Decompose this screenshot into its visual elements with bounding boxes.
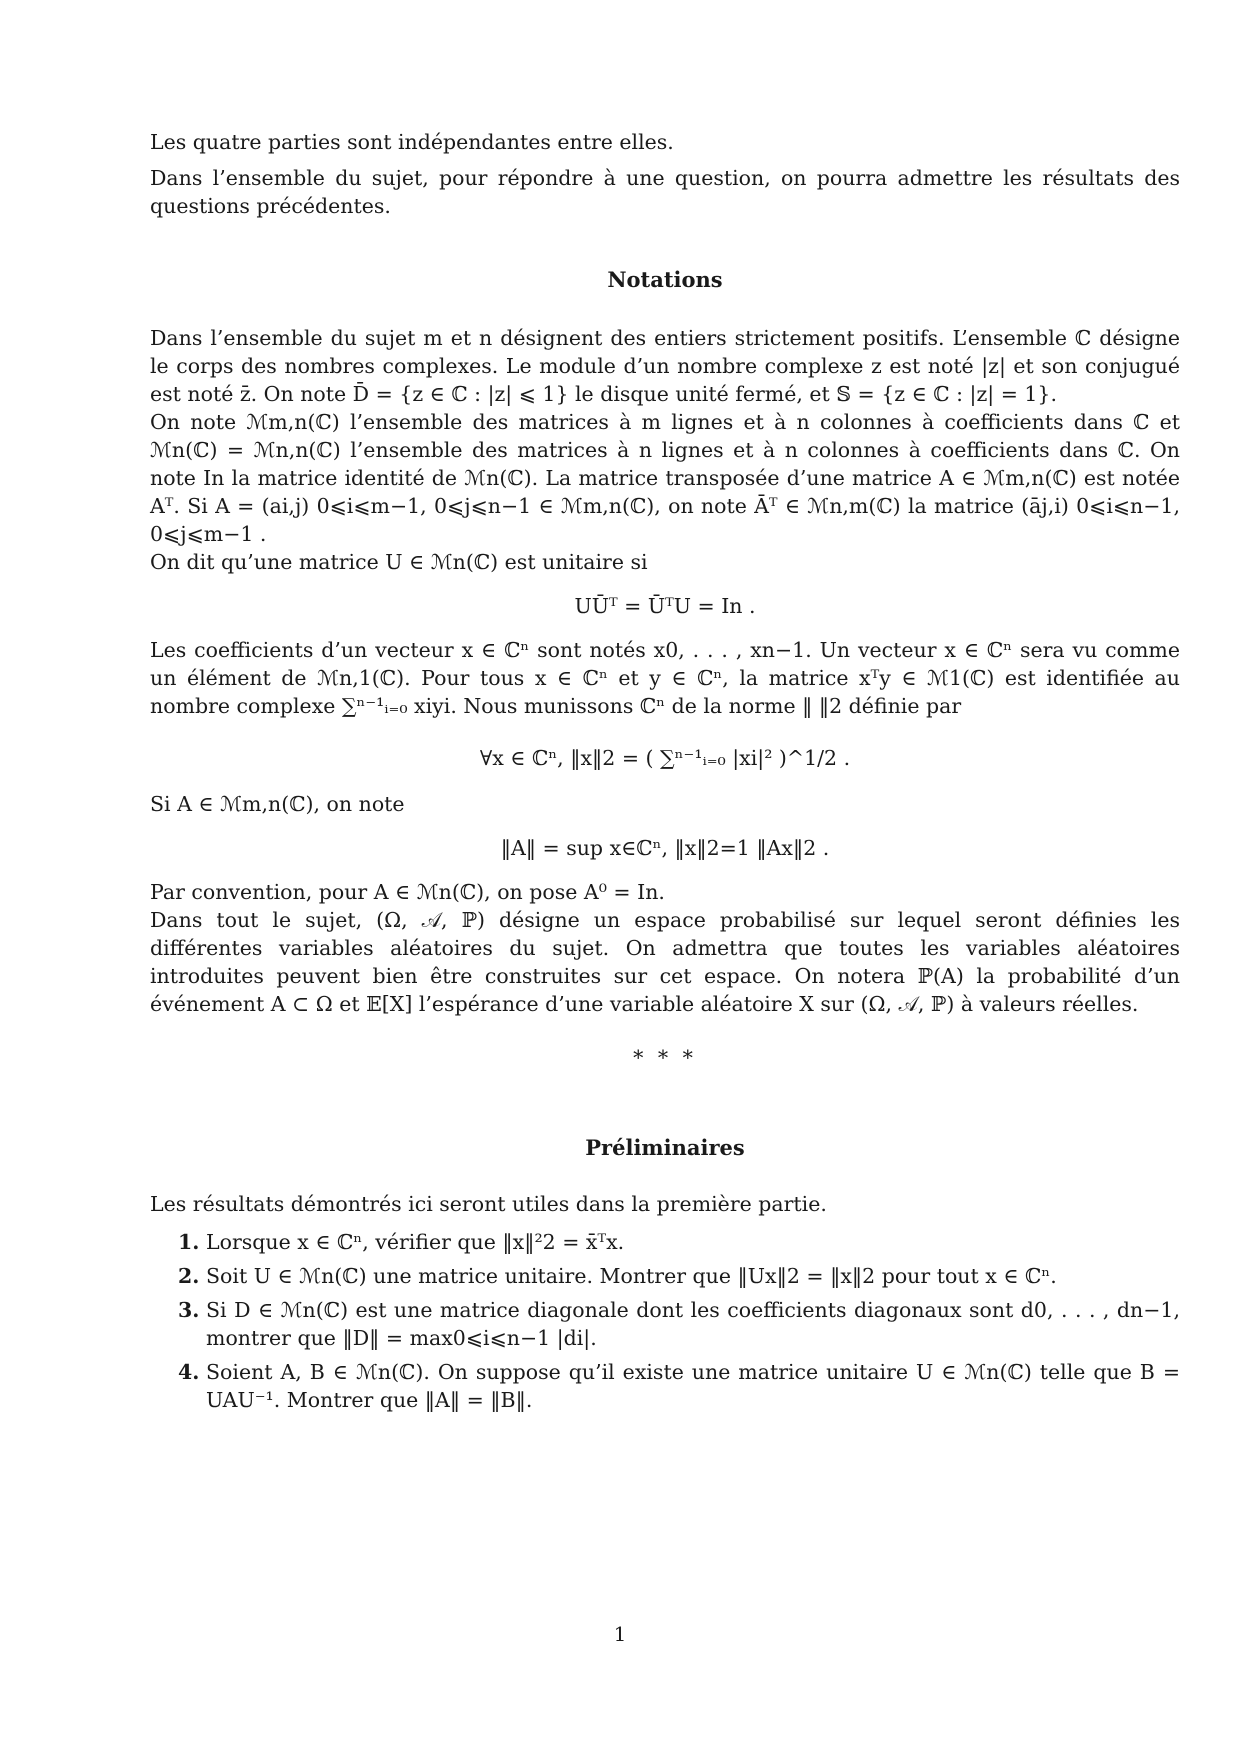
- notations-paragraph-7: Dans tout le sujet, (Ω, 𝒜, ℙ) désigne un espace probabilisé sur lequel seront définies les différentes variables aléatoires du sujet. On admettra que toutes les variables aléatoires introduites peuvent bien être construites sur cet espace. On notera ℙ(A) la probabilité d’un événement A ⊂ Ω et 𝔼[X] l’espérance d’une variable aléatoire X sur (Ω, 𝒜, ℙ) à valeurs réelles.: [150, 908, 1180, 1016]
- question-number: 3.: [178, 1298, 200, 1322]
- page-number: 1: [613, 1622, 627, 1646]
- notations-paragraph-6: Par convention, pour A ∈ ℳn(ℂ), on pose A⁰ = In.: [150, 880, 665, 904]
- section-separator: * * *: [633, 1046, 697, 1070]
- preliminaires-intro: Les résultats démontrés ici seront utiles dans la première partie.: [150, 1192, 827, 1216]
- preliminaires-heading: Préliminaires: [585, 1135, 745, 1160]
- question-text: Soient A, B ∈ ℳn(ℂ). On suppose qu’il existe une matrice unitaire U ∈ ℳn(ℂ) telle que B = UAU⁻¹. Montrer que ‖A‖ = ‖B‖.: [206, 1360, 1180, 1412]
- notations-paragraph-5: Si A ∈ ℳm,n(ℂ), on note: [150, 792, 405, 816]
- notations-paragraph-2: On note ℳm,n(ℂ) l’ensemble des matrices à m lignes et à n colonnes à coefficients dans ℂ et ℳn(ℂ) = ℳn,n(ℂ) l’ensemble des matrices à n lignes et à n colonnes à coefficients dans ℂ. On note In la matrice identité de ℳn(ℂ). La matrice transposée d’une matrice A ∈ ℳm,n(ℂ) est notée Aᵀ. Si A = (ai,j) 0⩽i⩽m−1, 0⩽j⩽n−1 ∈ ℳm,n(ℂ), on note Āᵀ ∈ ℳn,m(ℂ) la matrice (āj,i) 0⩽i⩽n−1, 0⩽j⩽m−1 .: [150, 410, 1180, 546]
- document-page: [150, 128, 1180, 1420]
- question-item: [150, 1228, 1180, 1256]
- notations-paragraph-4: Les coefficients d’un vecteur x ∈ ℂⁿ sont notés x0, . . . , xn−1. Un vecteur x ∈ ℂⁿ sera vu comme un élément de ℳn,1(ℂ). Pour tous x ∈ ℂⁿ et y ∈ ℂⁿ, la matrice xᵀy ∈ ℳ1(ℂ) est identifiée au nombre complexe ∑ⁿ⁻¹ᵢ₌₀ xiyi. Nous munissons ℂⁿ de la norme ‖ ‖2 définie par: [150, 638, 1180, 718]
- intro-paragraph-1: Les quatre parties sont indépendantes entre elles.: [150, 130, 674, 154]
- question-item: [150, 1358, 1180, 1414]
- intro-paragraph-2: Dans l’ensemble du sujet, pour répondre à une question, on pourra admettre les résultats des questions précédentes.: [150, 166, 1180, 218]
- question-text: Lorsque x ∈ ℂⁿ, vérifier que ‖x‖²2 = x̄ᵀx.: [206, 1230, 625, 1254]
- notations-heading: Notations: [607, 267, 723, 292]
- question-list: [150, 1228, 1180, 1414]
- question-item: [150, 1262, 1180, 1290]
- notations-paragraph-1: Dans l’ensemble du sujet m et n désignent des entiers strictement positifs. L’ensemble ℂ désigne le corps des nombres complexes. Le module d’un nombre complexe z est noté |z| et son conjugué est noté z̄. On note D̄ = {z ∈ ℂ : |z| ⩽ 1} le disque unité fermé, et 𝕊 = {z ∈ ℂ : |z| = 1}.: [150, 326, 1180, 406]
- question-number: 4.: [178, 1360, 200, 1384]
- question-item: [150, 1296, 1180, 1352]
- question-text: Soit U ∈ ℳn(ℂ) une matrice unitaire. Montrer que ‖Ux‖2 = ‖x‖2 pour tout x ∈ ℂⁿ.: [206, 1264, 1057, 1288]
- unitary-equation: UŪᵀ = ŪᵀU = In .: [574, 594, 756, 618]
- norm-equation: ∀x ∈ ℂⁿ, ‖x‖2 = ( ∑ⁿ⁻¹ᵢ₌₀ |xi|² )^1/2 .: [479, 746, 851, 770]
- question-number: 2.: [178, 1264, 200, 1288]
- operator-norm-equation: ‖A‖ = sup x∈ℂⁿ, ‖x‖2=1 ‖Ax‖2 .: [500, 836, 830, 860]
- question-number: 1.: [178, 1230, 200, 1254]
- question-text: Si D ∈ ℳn(ℂ) est une matrice diagonale dont les coefficients diagonaux sont d0, . . . , dn−1, montrer que ‖D‖ = max0⩽i⩽n−1 |di|.: [206, 1298, 1180, 1350]
- notations-paragraph-3: On dit qu’une matrice U ∈ ℳn(ℂ) est unitaire si: [150, 550, 648, 574]
